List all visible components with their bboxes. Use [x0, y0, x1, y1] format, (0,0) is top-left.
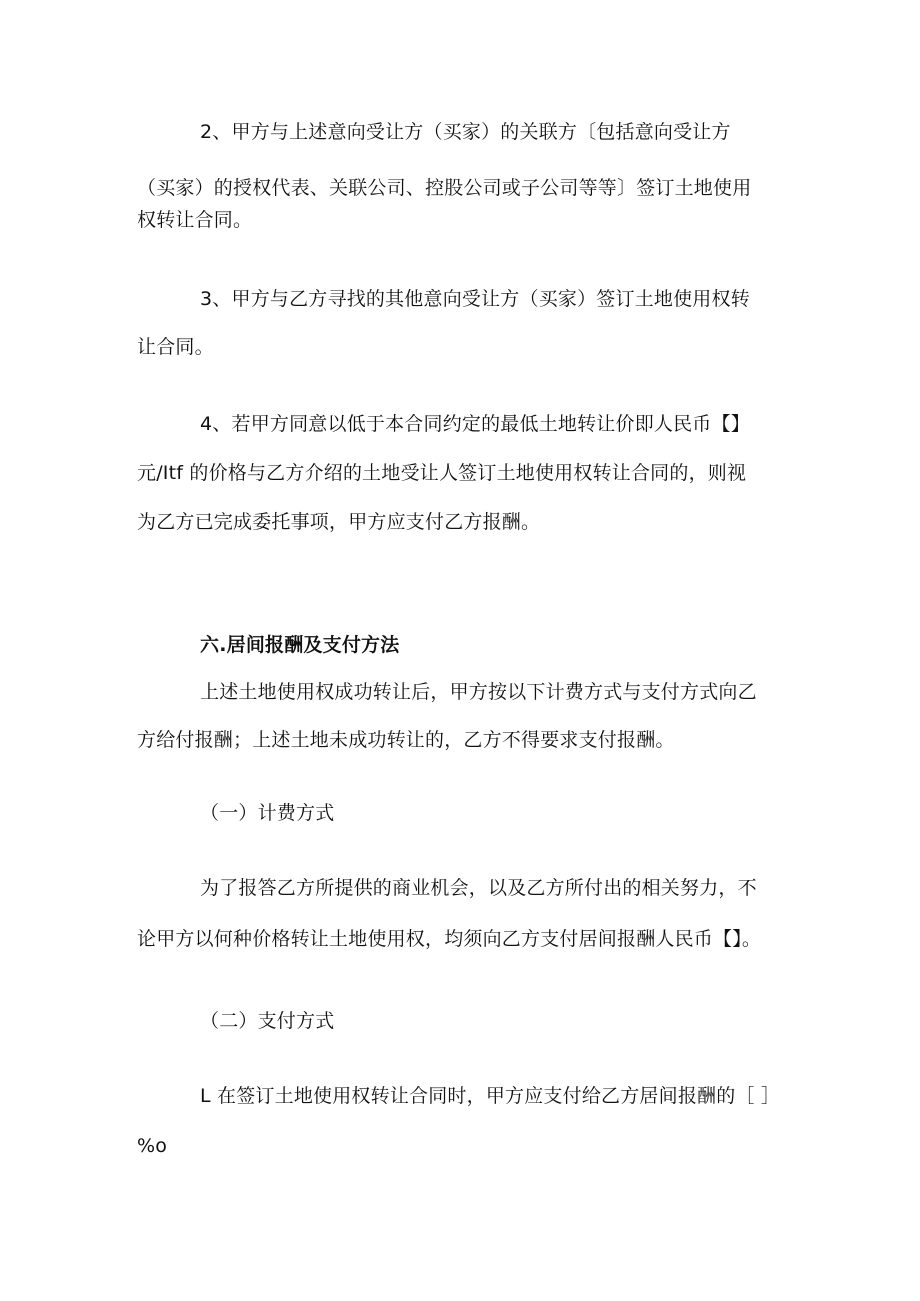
- fee-method-heading: （一）计费方式: [200, 802, 335, 824]
- clause-3-line-2: 让合同。: [137, 336, 214, 358]
- fee-method-line-1: 为了报答乙方所提供的商业机会，以及乙方所付出的相关努力，不: [200, 877, 757, 899]
- section-intro-line-2: 方给付报酬；上述土地未成功转让的，乙方不得要求支付报酬。: [137, 729, 675, 751]
- section-intro-line-1: 上述土地使用权成功转让后，甲方按以下计费方式与支付方式向乙: [200, 681, 757, 703]
- clause-4-line-2: 元/Itf 的价格与乙方介绍的土地受让人签订土地使用权转让合同的，则视: [137, 462, 747, 484]
- payment-item-1-line-2: %o: [137, 1135, 168, 1157]
- section-heading: 六.居间报酬及支付方法: [200, 634, 400, 656]
- fee-method-line-2: 论甲方以何种价格转让土地使用权，均须向乙方支付居间报酬人民币【】。: [137, 928, 762, 950]
- clause-2-line-3: 权转让合同。: [137, 209, 253, 231]
- clause-3-line-1: 3、甲方与乙方寻找的其他意向受让方（买家）签订土地使用权转: [200, 288, 750, 310]
- payment-item-1-line-1: L 在签订土地使用权转让合同时，甲方应支付给乙方居间报酬的［ ］: [200, 1085, 781, 1107]
- clause-2-line-2: （买家）的授权代表、关联公司、控股公司或子公司等等〕签订土地使用: [137, 177, 752, 199]
- clause-2-line-1: 2、甲方与上述意向受让方（买家）的关联方〔包括意向受让方: [200, 121, 731, 143]
- clause-4-line-1: 4、若甲方同意以低于本合同约定的最低土地转让价即人民币【】: [200, 413, 750, 435]
- payment-method-heading: （二）支付方式: [200, 1010, 335, 1032]
- clause-4-line-3: 为乙方已完成委托事项，甲方应支付乙方报酬。: [137, 511, 541, 533]
